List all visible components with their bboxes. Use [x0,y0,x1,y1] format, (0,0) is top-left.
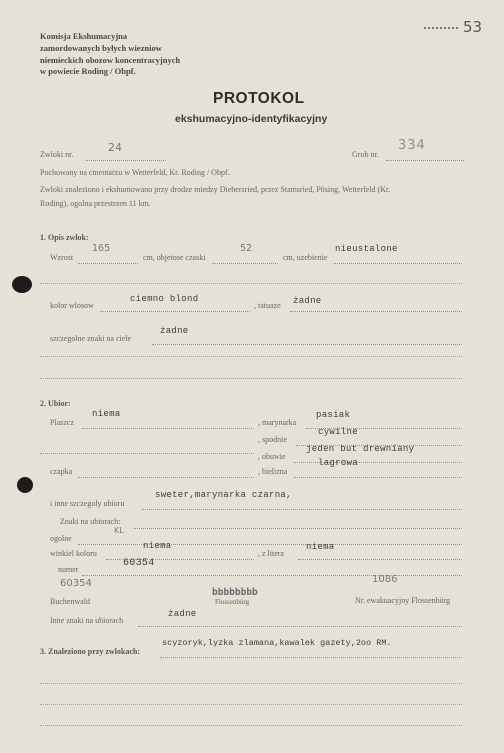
winkiel-value: niema [143,541,172,551]
section-opis-heading: 1. Opis zwlok: [40,233,89,242]
found-line-1: Zwloki znaleziono i ekshumowano przy drodze miedzy Diebersried, przez Stamsried, Pösing, Wetterfeld (Kr. [40,185,391,194]
znaki-ciele-label: szczegolne znaki na ciele [50,334,132,343]
znaki-ciele-value: żadne [160,326,189,336]
grob-label: Grob nr. [352,150,379,159]
found-line-2: Roding), ogolna przestrzen 11 km. [40,199,151,208]
czapka-label: czapka [50,467,73,476]
obuwie-label: , obuwie [258,452,286,461]
czaszka-label: cm, objetose czaski [143,253,206,262]
punch-hole-bottom [17,477,33,493]
ogolne-label: ogolne [50,534,72,543]
grob-value: 334 [398,138,426,153]
org-block [40,31,180,78]
page-title: PROTOKOL [213,90,305,107]
tatuaze-value: żadne [293,296,322,306]
inne-ubior-value: sweter,marynarka czarna, [155,490,292,500]
numer-label: numer [58,565,79,574]
znaki-ubior-label: Znaki na ubiorach: [60,517,121,526]
obuwie-value: jeden but drewniany [306,444,415,454]
page-number-scribble [424,21,458,29]
bielizna-label: , bielizna [258,467,288,476]
section-ubior-heading: 2. Ubior: [40,399,71,408]
inne-znaki-label: Inne znaki na ubiorach [50,616,124,625]
znaki-ubior-value: KL [114,526,124,535]
wzrost-value: 165 [92,243,111,254]
ewakuacyjny-value: 1086 [372,574,398,585]
marynarka-value: pasiak [316,410,351,420]
kolor-value: ciemno blond [130,294,199,304]
punch-hole-top [12,276,32,293]
numer-value: 60354 [123,558,155,569]
org-line-1: Komisja Ekshumacyjna [40,31,128,41]
plaszcz-value: niema [92,409,121,419]
plaszcz-label: Plaszcz [50,418,74,427]
section-znaleziono-heading: 3. Znaleziono przy zwlokach: [40,647,140,656]
spodnie-label: , spodnie [258,435,287,444]
inne-ubior-label: i inne szczegoly ubioru [50,499,125,508]
zwloki-label: Zwloki nr. [40,150,74,159]
flossenburg-label: Flossenbürg [215,598,250,606]
uzebienie-label: cm, uzebienie [283,253,328,262]
burial-line: Pochowany na cmentarzu w Wetterfeld, Kr. Roding / Obpf. [40,168,230,177]
page-number: 53 [463,18,483,36]
litera-value: niema [306,542,335,552]
winkiel-label: winkiel koloru [50,549,97,558]
wzrost-label: Wzrost [50,253,74,262]
flossenburg-struck-stamp: bbbbbbbb [212,587,258,598]
page-subtitle: ekshumacyjno-identyfikacyjny [175,113,328,125]
inne-znaki-value: żadne [168,609,197,619]
uzebienie-value: nieustalone [335,244,398,254]
org-line-2: zamordowanych byłych wiezniow [40,42,162,53]
buchenwald-label: Buchenwald [50,597,90,606]
tatuaze-label: , tatuaze [254,301,281,310]
spodnie-value: cywilne [318,427,358,437]
buchenwald-number: 60354 [60,578,92,589]
czaszka-value: 52 [240,243,253,254]
org-line-4: w powiecie Roding / Obpf. [40,66,136,77]
org-line-3: niemieckich obozow koncentracyjnych [40,54,181,65]
ewakuacyjny-label: Nr. ewakuacyjny Flossenbürg [355,596,451,605]
znaleziono-value: scyzoryk,lyzka zlamana,kawalek gazety,2oo RM. [162,638,392,648]
marynarka-label: , marynarka [258,418,297,427]
litera-label: , z litera [258,549,284,558]
zwloki-value: 24 [108,141,122,154]
kolor-label: kolor wlosow [50,301,94,310]
bielizna-value: lagrowa [318,458,358,468]
